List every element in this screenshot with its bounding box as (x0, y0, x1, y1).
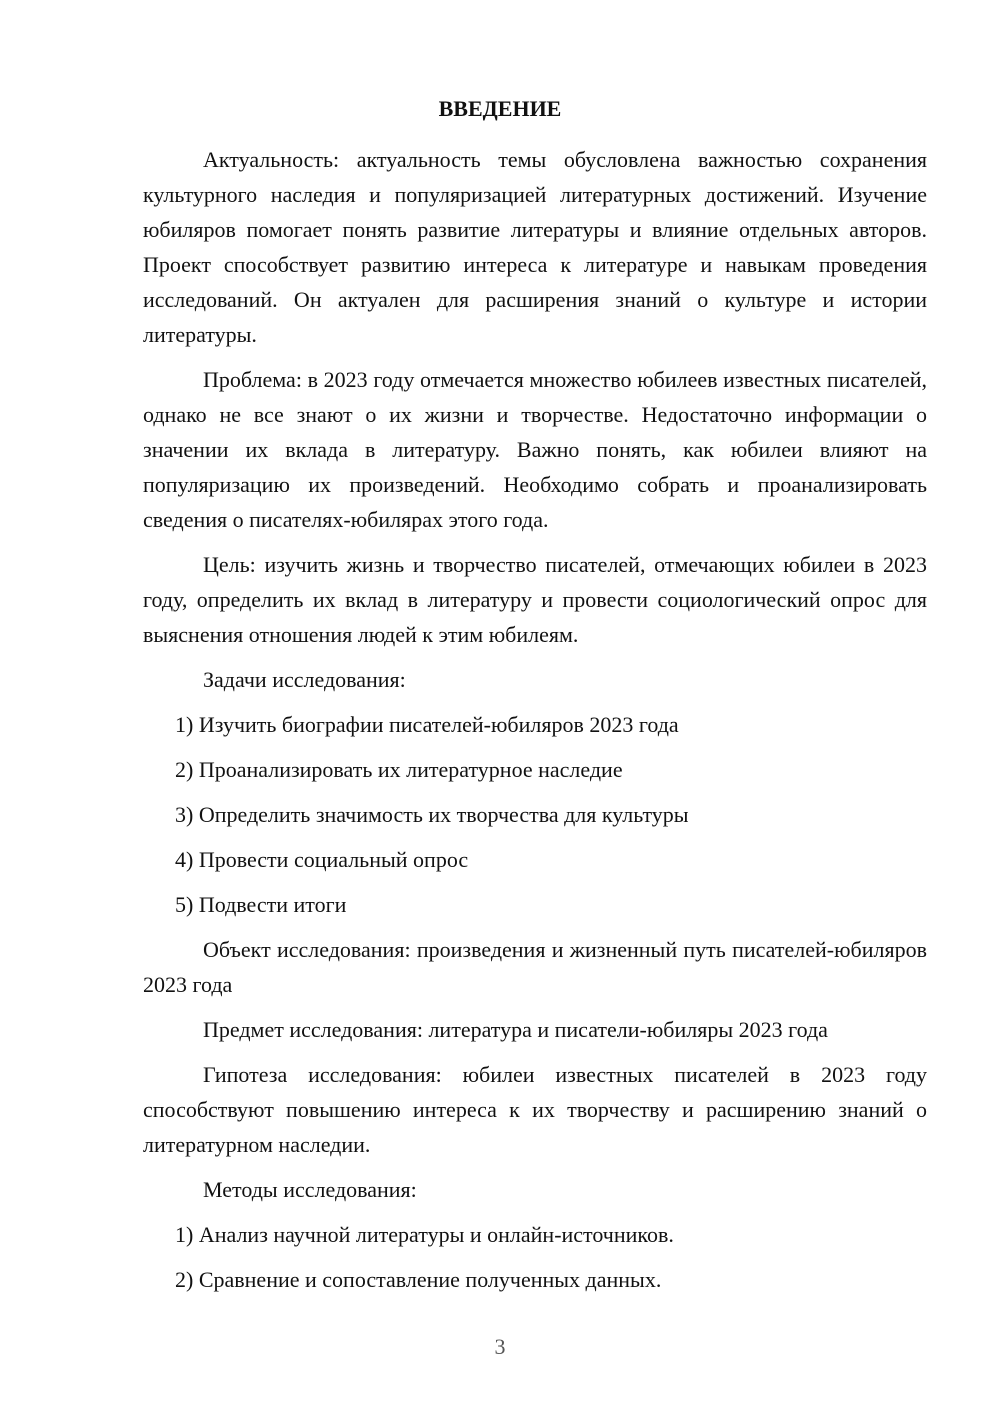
page-number: 3 (494, 1334, 506, 1359)
problem-paragraph: Проблема: в 2023 году отмечается множество юбилеев известных писателей, однако не все знают о их жизни и творчестве. Недостаточно информации о значении их вклада в литературу. Важно понять, как юбилеи влияют на популяризацию их произведений. Необходимо собрать и проанализировать сведения о писателях-юбилярах этого года. (143, 367, 927, 532)
task-item: 1) Изучить биографии писателей-юбиляров 2023 года (175, 712, 679, 737)
task-item: 4) Провести социальный опрос (175, 847, 469, 872)
subject-paragraph: Предмет исследования: литература и писатели-юбиляры 2023 года (203, 1017, 828, 1042)
hypothesis-paragraph: Гипотеза исследования: юбилеи известных писателей в 2023 году способствуют повышению интереса к их творчеству и расширению знаний о литературном наследии. (143, 1062, 927, 1157)
method-item: 1) Анализ научной литературы и онлайн-источников. (175, 1222, 674, 1247)
task-item: 5) Подвести итоги (175, 892, 347, 917)
page-title: ВВЕДЕНИЕ (438, 96, 562, 121)
goal-paragraph: Цель: изучить жизнь и творчество писателей, отмечающих юбилеи в 2023 году, определить их вклад в литературу и провести социологический опрос для выяснения отношения людей к этим юбилеям. (143, 552, 927, 647)
method-item: 2) Сравнение и сопоставление полученных данных. (175, 1267, 662, 1292)
task-item: 2) Проанализировать их литературное наследие (175, 757, 623, 782)
task-item: 3) Определить значимость их творчества для культуры (175, 802, 689, 827)
document-body (143, 142, 927, 1307)
object-paragraph: Объект исследования: произведения и жизненный путь писателей-юбиляров 2023 года (143, 937, 927, 997)
tasks-label: Задачи исследования: (203, 667, 406, 692)
relevance-paragraph: Актуальность: актуальность темы обусловлена важностью сохранения культурного наследия и популяризацией литературных достижений. Изучение юбиляров помогает понять развитие литературы и влияние отдельных авторов. Проект способствует развитию интереса к литературе и навыкам проведения исследований. Он актуален для расширения знаний о культуре и истории литературы. (143, 147, 927, 347)
methods-label: Методы исследования: (203, 1177, 417, 1202)
